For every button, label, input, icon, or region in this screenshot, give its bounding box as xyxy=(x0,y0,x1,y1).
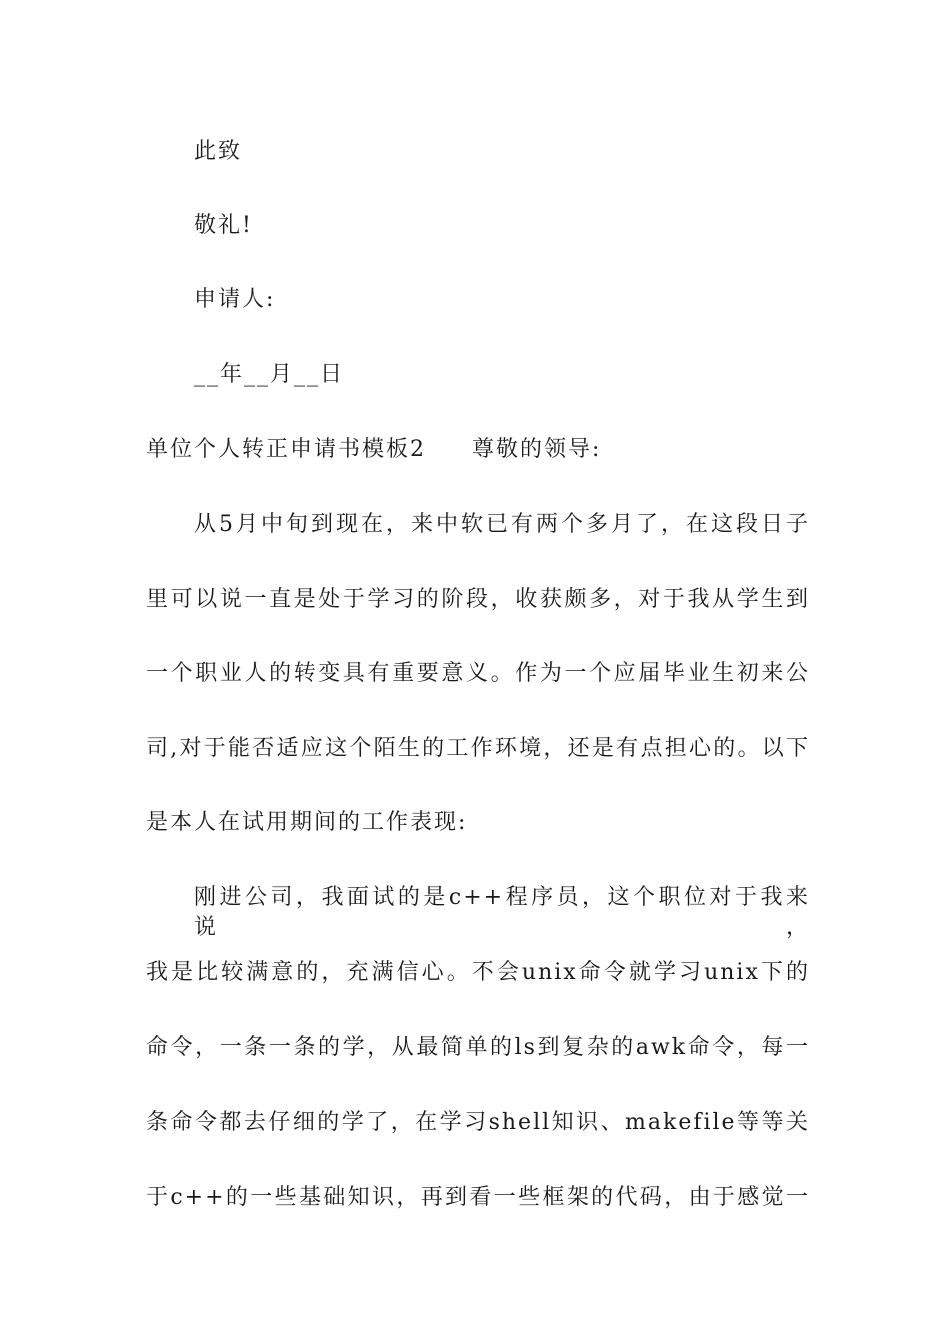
paragraph-line: 一个职业人的转变具有重要意义。作为一个应届毕业生初来公 xyxy=(146,661,810,686)
paragraph-line: 是本人在试用期间的工作表现: xyxy=(146,810,468,835)
paragraph-line: 司,对于能否适应这个陌生的工作环境，还是有点担心的。以下 xyxy=(146,736,810,761)
section-title: 单位个人转正申请书模板2 xyxy=(146,437,426,462)
date-line: __年__月__日 xyxy=(194,362,345,387)
paragraph-line: 我是比较满意的，充满信心。不会unix命令就学习unix下的 xyxy=(146,960,810,985)
paragraph-line: 命令，一条一条的学，从最简单的ls到复杂的awk命令，每一 xyxy=(146,1035,810,1060)
closing-regards: 敬礼! xyxy=(194,213,253,238)
section-title-line xyxy=(146,435,810,465)
paragraph-line: 从5月中旬到现在，来中软已有两个多月了，在这段日子 xyxy=(194,512,810,537)
closing-salutation: 此致 xyxy=(194,139,243,164)
paragraph-line: 条命令都去仔细的学了，在学习shell知识、makefile等等关 xyxy=(146,1110,810,1135)
paragraph-line: 于c++的一些基础知识，再到看一些框架的代码，由于感觉一 xyxy=(146,1185,810,1210)
paragraph-line: 刚进公司，我面试的是c++程序员，这个职位对于我来说， xyxy=(194,885,810,940)
applicant-label: 申请人: xyxy=(194,287,276,312)
paragraph-line: 里可以说一直是处于学习的阶段，收获颇多，对于我从学生到 xyxy=(146,587,810,612)
greeting: 尊敬的领导: xyxy=(472,437,602,462)
